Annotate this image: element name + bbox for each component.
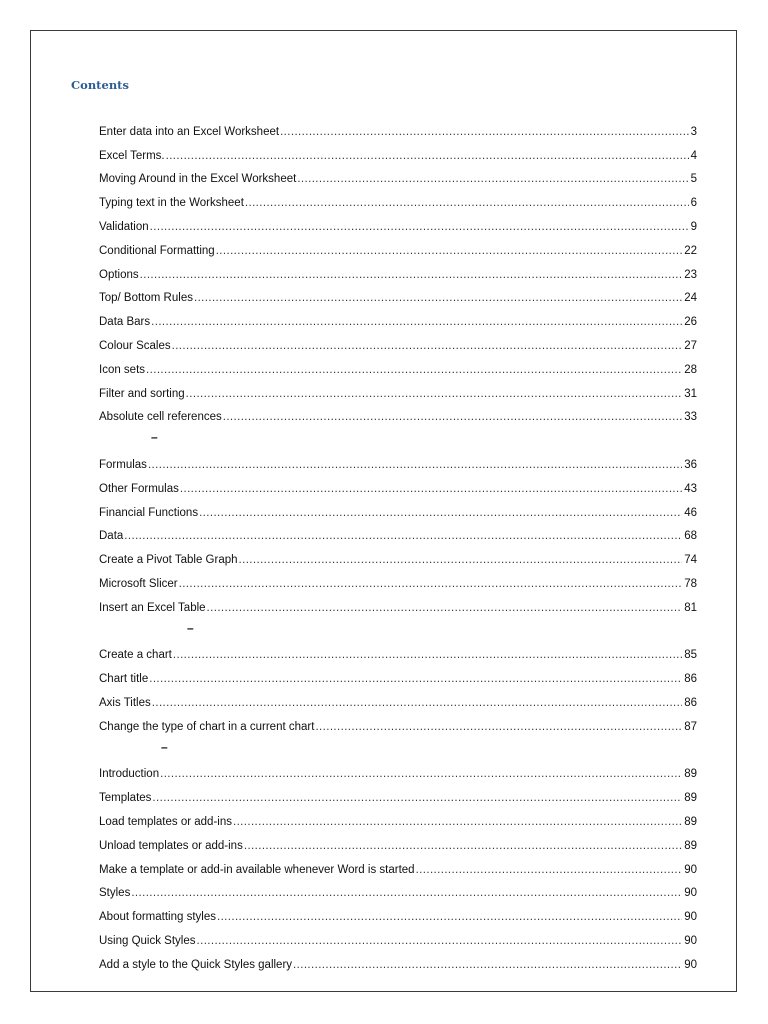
dot-leader (124, 530, 682, 542)
toc-entry-page-number: 74 (684, 554, 697, 567)
toc-entry-label: Create a chart (99, 649, 172, 662)
dot-leader (216, 245, 683, 257)
toc-entry[interactable] (99, 542, 697, 566)
toc-entry-page-number: 78 (684, 577, 697, 590)
toc-entry[interactable] (99, 447, 697, 471)
toc-entry-label: Colour Scales (99, 339, 171, 352)
toc-entry-label: Top/ Bottom Rules (99, 292, 193, 305)
toc-entry-label: Insert an Excel Table (99, 601, 206, 614)
toc-entry-page-number: 90 (684, 863, 697, 876)
toc-entry-label: Excel Terms. (99, 149, 165, 162)
toc-title: Contents (71, 78, 129, 92)
dot-leader (244, 840, 682, 852)
toc-entry[interactable] (99, 185, 697, 209)
toc-entry-page-number: 85 (684, 649, 697, 662)
dot-leader (131, 887, 682, 899)
dot-leader (160, 768, 682, 780)
toc-entry[interactable] (99, 566, 697, 590)
toc-entry[interactable] (99, 519, 697, 543)
toc-entry-label: Axis Titles (99, 696, 151, 709)
toc-entry-label: Conditional Formatting (99, 244, 215, 257)
toc-entry-label: Microsoft Slicer (99, 577, 178, 590)
dot-leader (194, 292, 682, 304)
toc-entry-page-number: 89 (684, 815, 697, 828)
toc-entry[interactable] (99, 400, 697, 424)
dot-leader (217, 911, 682, 923)
toc-entry-label: Absolute cell references (99, 411, 222, 424)
toc-entry[interactable] (99, 138, 697, 162)
dot-leader (239, 554, 683, 566)
dot-leader (148, 459, 682, 471)
dot-leader (149, 673, 682, 685)
toc-entry-page-number: 68 (684, 530, 697, 543)
dot-leader (297, 173, 688, 185)
toc-entry-label: Chart title (99, 673, 149, 686)
toc-entry-page-number: 31 (684, 387, 697, 400)
dot-leader (166, 150, 689, 162)
toc-entry[interactable] (99, 780, 697, 804)
toc-entry-label: Data Bars (99, 316, 151, 329)
toc-entry[interactable] (99, 638, 697, 662)
toc-entry[interactable] (99, 757, 697, 781)
dot-leader (186, 388, 683, 400)
toc-entry[interactable] (99, 281, 697, 305)
toc-entry-label: Create a Pivot Table Graph (99, 554, 238, 567)
toc-entry-label: Styles (99, 887, 131, 900)
toc-entry-page-number: 86 (684, 696, 697, 709)
toc-entry[interactable] (99, 495, 697, 519)
toc-entry-page-number: 4 (690, 149, 697, 162)
toc-entry-page-number: 43 (684, 482, 697, 495)
toc-entry-page-number: 87 (684, 720, 697, 733)
toc-entry-label: Typing text in the Worksheet (99, 197, 244, 210)
toc-entry-page-number: 27 (684, 339, 697, 352)
dot-leader (416, 864, 683, 876)
separator-dash: – (187, 620, 194, 635)
toc-entry-page-number: 22 (684, 244, 697, 257)
toc-entry-page-number: 33 (684, 411, 697, 424)
dot-leader (233, 816, 682, 828)
dot-leader (223, 411, 682, 423)
document-page (30, 30, 737, 992)
dot-leader (315, 721, 682, 733)
toc-entry[interactable] (99, 923, 697, 947)
toc-entry-page-number: 24 (684, 292, 697, 305)
toc-entry-label: Make a template or add-in available whenever Word is started (99, 863, 415, 876)
toc-entry[interactable] (99, 114, 697, 138)
toc-entry[interactable] (99, 876, 697, 900)
toc-entry-page-number: 26 (684, 316, 697, 329)
toc-entry[interactable] (99, 328, 697, 352)
toc-entry[interactable] (99, 828, 697, 852)
toc-entry-page-number: 90 (684, 958, 697, 971)
dot-leader (179, 578, 683, 590)
toc-entry-label: Other Formulas (99, 482, 179, 495)
dot-leader (140, 269, 683, 281)
toc-entry-page-number: 6 (690, 197, 697, 210)
toc-entry-label: Unload templates or add-ins (99, 839, 243, 852)
toc-entry-page-number: 89 (684, 839, 697, 852)
toc-entry[interactable] (99, 233, 697, 257)
toc-entry[interactable] (99, 376, 697, 400)
toc-entry-page-number: 5 (690, 173, 697, 186)
toc-entry-label: Add a style to the Quick Styles gallery (99, 958, 293, 971)
toc-separator (99, 733, 697, 757)
toc-entry-page-number: 36 (684, 458, 697, 471)
toc-entry-page-number: 89 (684, 792, 697, 805)
dot-leader (173, 649, 682, 661)
toc-entry-page-number: 81 (684, 601, 697, 614)
dot-leader (152, 792, 682, 804)
toc-entry-label: Financial Functions (99, 506, 199, 519)
separator-dash: – (151, 430, 158, 445)
toc-entry-page-number: 46 (684, 506, 697, 519)
toc-entry-page-number: 89 (684, 768, 697, 781)
toc-entry-page-number: 86 (684, 673, 697, 686)
toc-entry[interactable] (99, 899, 697, 923)
toc-entry-label: Options (99, 268, 139, 281)
toc-entry[interactable] (99, 947, 697, 971)
toc-entry-page-number: 90 (684, 887, 697, 900)
toc-entry-page-number: 90 (684, 934, 697, 947)
toc-entry[interactable] (99, 257, 697, 281)
dot-leader (207, 602, 683, 614)
toc-entry-label: Load templates or add-ins (99, 815, 232, 828)
dot-leader (293, 959, 682, 971)
dot-leader (180, 483, 682, 495)
toc-entry-label: Using Quick Styles (99, 934, 196, 947)
toc-separator (99, 614, 697, 638)
toc-entry[interactable] (99, 209, 697, 233)
dot-leader (172, 340, 683, 352)
toc-entry-page-number: 28 (684, 363, 697, 376)
toc-entry-label: Data (99, 530, 124, 543)
dot-leader (152, 697, 682, 709)
toc-entry[interactable] (99, 162, 697, 186)
toc-entry[interactable] (99, 661, 697, 685)
dot-leader (280, 126, 689, 138)
dot-leader (151, 316, 682, 328)
toc-entry-label: Enter data into an Excel Worksheet (99, 125, 280, 138)
dot-leader (146, 364, 682, 376)
toc-entry[interactable] (99, 685, 697, 709)
toc-entry-page-number: 90 (684, 911, 697, 924)
toc-entry-page-number: 3 (690, 125, 697, 138)
toc-entry[interactable] (99, 590, 697, 614)
toc-entry-label: Change the type of chart in a current chart (99, 720, 315, 733)
toc-entry[interactable] (99, 709, 697, 733)
toc-entry[interactable] (99, 852, 697, 876)
toc-entry-label: Templates (99, 792, 152, 805)
toc-entry-label: About formatting styles (99, 911, 216, 924)
toc-entry[interactable] (99, 304, 697, 328)
toc-entry-label: Icon sets (99, 363, 146, 376)
toc-entry-label: Validation (99, 220, 149, 233)
dot-leader (197, 935, 683, 947)
toc-entry[interactable] (99, 471, 697, 495)
toc-entry[interactable] (99, 804, 697, 828)
toc-entry-label: Moving Around in the Excel Worksheet (99, 173, 297, 186)
toc-entry-label: Introduction (99, 768, 160, 781)
toc-entry-label: Filter and sorting (99, 387, 185, 400)
toc-entry[interactable] (99, 352, 697, 376)
toc-entry-label: Formulas (99, 458, 147, 471)
toc-entry-page-number: 9 (690, 220, 697, 233)
table-of-contents (99, 114, 697, 971)
dot-leader (245, 197, 689, 209)
toc-separator (99, 423, 697, 447)
toc-entry-page-number: 23 (684, 268, 697, 281)
dot-leader (199, 507, 682, 519)
separator-dash: – (161, 739, 168, 754)
dot-leader (150, 221, 689, 233)
